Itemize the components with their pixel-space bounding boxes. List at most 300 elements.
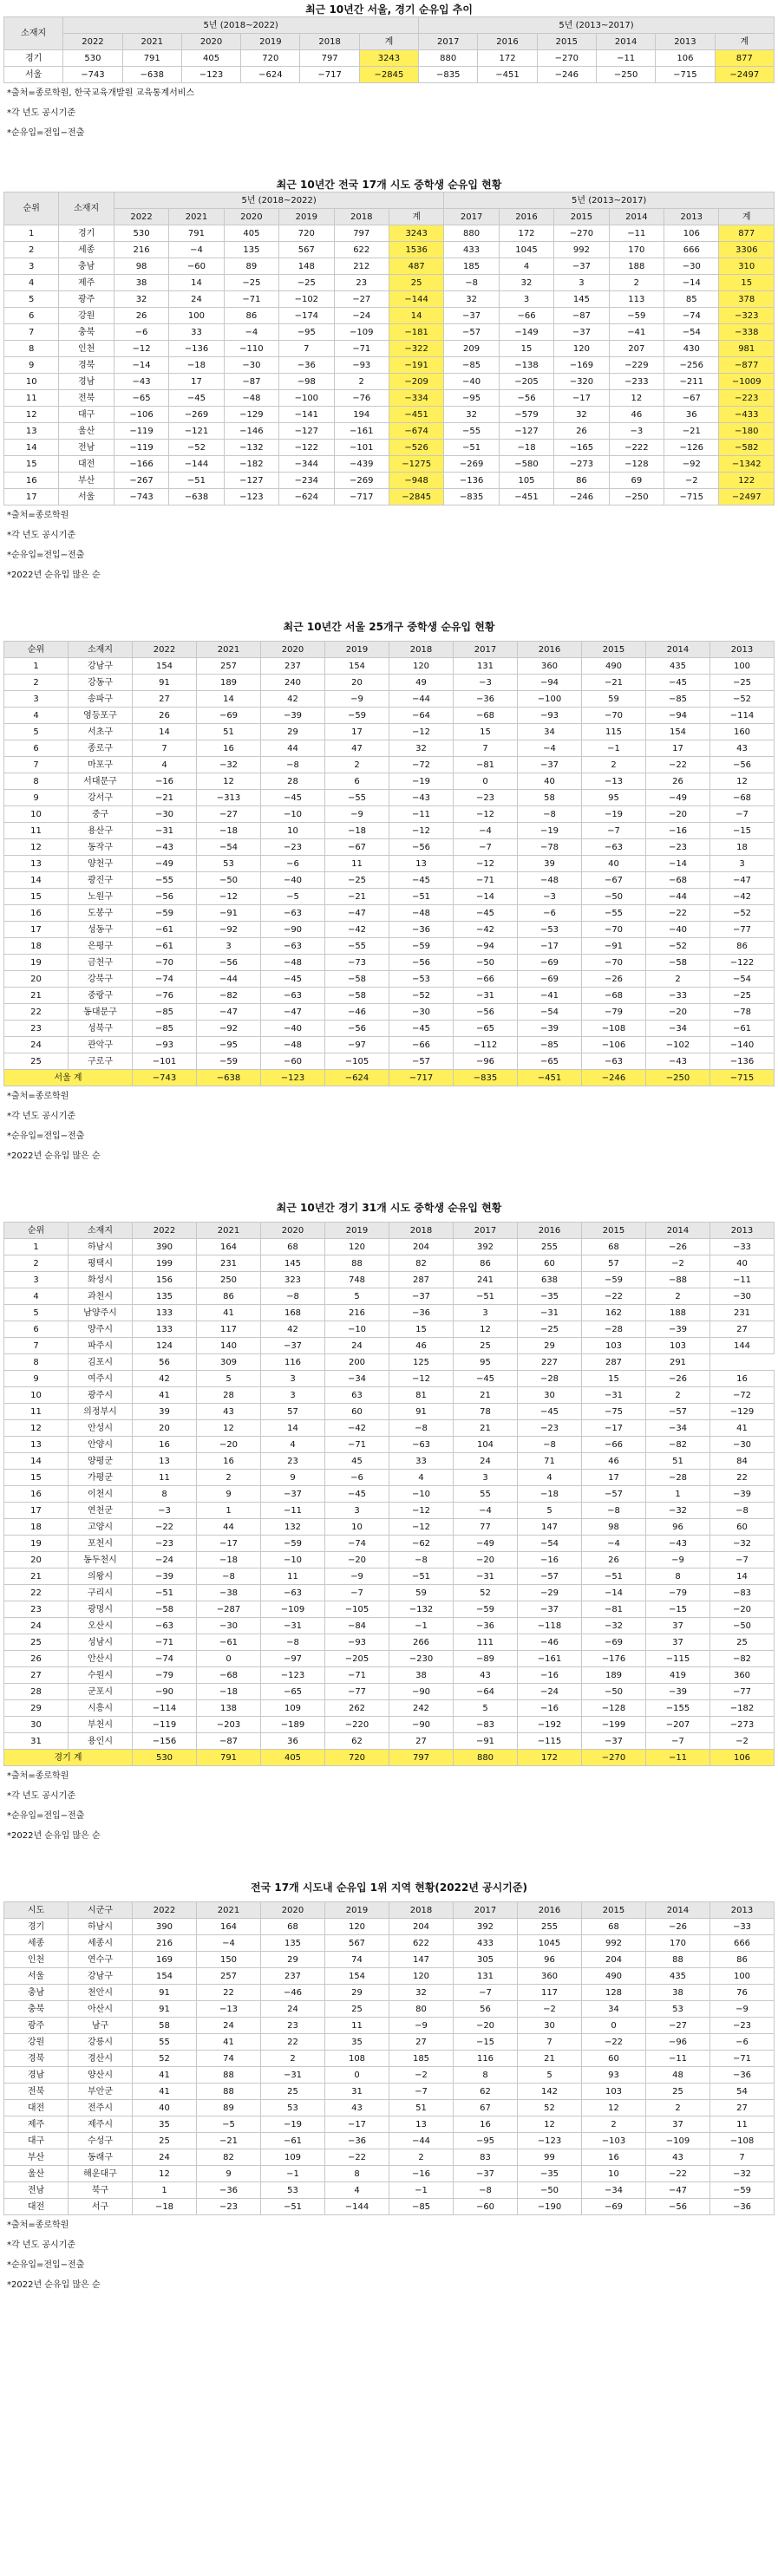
table-cell: 133 <box>133 1305 197 1321</box>
table-row <box>4 423 775 440</box>
note-line: *순유입=전입−전출 <box>7 128 85 138</box>
header-cell: 순위 <box>4 642 69 658</box>
table-cell: 116 <box>454 2051 518 2067</box>
table-cell: −43 <box>646 1053 710 1070</box>
table-cell: −26 <box>582 971 646 988</box>
header-cell: 2014 <box>646 1223 710 1239</box>
table-cell: −66 <box>499 308 553 324</box>
table-cell: 16 <box>582 2149 646 2166</box>
table-cell: 240 <box>261 675 325 691</box>
header-cell: 2022 <box>63 34 122 50</box>
table-cell: −115 <box>646 1651 710 1667</box>
table-cell: −55 <box>582 905 646 922</box>
table-cell: −95 <box>454 2133 518 2149</box>
table-cell: 12 <box>133 2166 197 2182</box>
table-cell: −45 <box>169 390 224 407</box>
table-cell: −20 <box>454 2018 518 2034</box>
table-cell: 405 <box>181 50 240 67</box>
table-cell: −229 <box>609 357 664 374</box>
table-cell: −2845 <box>389 489 443 505</box>
table-cell: 323 <box>261 1272 325 1288</box>
table-row <box>4 1420 775 1437</box>
table-cell: −44 <box>389 2133 454 2149</box>
table-cell: −77 <box>325 1684 389 1700</box>
total-cell: −11 <box>646 1750 710 1766</box>
table-cell: 21 <box>518 2051 582 2067</box>
table-cell: −433 <box>719 407 775 423</box>
table-cell: −79 <box>133 1667 197 1684</box>
table-cell: 28 <box>197 1387 261 1404</box>
table-cell: −45 <box>389 1021 454 1037</box>
table-cell: 경기 <box>59 225 114 242</box>
table-cell: −30 <box>710 1437 775 1453</box>
table-cell: 390 <box>133 1919 197 1935</box>
table-cell: 145 <box>554 291 609 308</box>
table-cell: −2 <box>389 2067 454 2084</box>
table-cell: −230 <box>389 1651 454 1667</box>
table-cell: −58 <box>646 955 710 971</box>
table-cell: 강원 <box>59 308 114 324</box>
table-cell: 62 <box>454 2084 518 2100</box>
table-cell: 12 <box>454 1321 518 1338</box>
table-cell: −74 <box>325 1536 389 1552</box>
table-cell: −11 <box>646 2051 710 2067</box>
table-cell: 26 <box>646 773 710 790</box>
table-cell: 광주시 <box>69 1387 133 1404</box>
total-cell: 797 <box>389 1750 454 1766</box>
table-cell: −15 <box>454 2034 518 2051</box>
table-cell: 고양시 <box>69 1519 133 1536</box>
table-cell: 24 <box>261 2001 325 2018</box>
table-cell: −47 <box>261 1004 325 1021</box>
table-cell: 305 <box>454 1952 518 1968</box>
total-cell: −250 <box>646 1070 710 1086</box>
table-cell: 435 <box>646 1968 710 1985</box>
table-cell: −60 <box>261 1053 325 1070</box>
table-row <box>4 839 775 856</box>
table-cell: −82 <box>197 988 261 1004</box>
table-cell: −75 <box>582 1404 646 1420</box>
table-cell: −156 <box>133 1733 197 1750</box>
table-cell: 172 <box>478 50 537 67</box>
table-cell: 대구 <box>59 407 114 423</box>
table-cell: −136 <box>710 1053 775 1070</box>
header-cell: 2020 <box>181 34 240 50</box>
table-cell: −50 <box>197 872 261 889</box>
table-cell: 12 <box>197 1420 261 1437</box>
note-line: *출처=종로학원 <box>7 1092 69 1101</box>
table-cell: 3 <box>325 1503 389 1519</box>
table-cell: 7 <box>518 2034 582 2051</box>
table-cell: 877 <box>715 50 774 67</box>
table-cell: −743 <box>63 67 122 83</box>
table-cell: 111 <box>454 1634 518 1651</box>
table-cell: −20 <box>646 1004 710 1021</box>
table-cell: −70 <box>582 955 646 971</box>
table-cell: 26 <box>114 308 168 324</box>
table-cell: 18 <box>710 839 775 856</box>
table-cell: −46 <box>325 1004 389 1021</box>
table-cell: 103 <box>582 2084 646 2100</box>
table-cell: 시흥시 <box>69 1700 133 1717</box>
section-gyeonggi-31-table <box>0 1201 778 1842</box>
table-cell: −582 <box>719 440 775 456</box>
table-cell: 수성구 <box>69 2133 133 2149</box>
table-row <box>4 1585 775 1601</box>
table-cell: −638 <box>169 489 224 505</box>
table-cell: 8 <box>133 1486 197 1503</box>
table-cell: −63 <box>261 938 325 955</box>
table-cell: −67 <box>582 872 646 889</box>
table-cell: −140 <box>710 1037 775 1053</box>
table-cell: −223 <box>719 390 775 407</box>
table-cell: −76 <box>334 390 389 407</box>
table-cell: 86 <box>554 473 609 489</box>
total-cell: −270 <box>582 1750 646 1766</box>
table-row <box>4 1239 775 1255</box>
table-cell: 인천 <box>4 1952 69 1968</box>
table-cell: 동래구 <box>69 2149 133 2166</box>
table-cell: −203 <box>197 1717 261 1733</box>
table-cell: −2 <box>646 1255 710 1272</box>
table-cell: 32 <box>114 291 168 308</box>
table-cell: 100 <box>710 1968 775 1985</box>
table-cell: −81 <box>582 1601 646 1618</box>
table-cell: −14 <box>582 1585 646 1601</box>
table-cell: 성남시 <box>69 1634 133 1651</box>
table-cell: 13 <box>4 1437 69 1453</box>
table-row <box>4 1684 775 1700</box>
total-cell: 405 <box>261 1750 325 1766</box>
table-row <box>4 773 775 790</box>
table-cell: 36 <box>261 1733 325 1750</box>
table-cell: −74 <box>133 1651 197 1667</box>
header-cell: 2018 <box>389 642 454 658</box>
table-cell: −20 <box>454 1552 518 1568</box>
table-cell: −948 <box>389 473 443 489</box>
table-cell: 45 <box>325 1453 389 1470</box>
table-cell: −21 <box>582 675 646 691</box>
table-cell: −42 <box>325 1420 389 1437</box>
table-row <box>4 2034 775 2051</box>
table-cell: −182 <box>710 1700 775 1717</box>
table-cell: −36 <box>389 1305 454 1321</box>
total-cell: 880 <box>454 1750 518 1766</box>
table-cell: 106 <box>664 225 719 242</box>
table-cell: −118 <box>518 1618 582 1634</box>
table-cell: −53 <box>518 922 582 938</box>
table-cell: 38 <box>646 1985 710 2001</box>
table-cell: 10 <box>4 806 69 823</box>
table-cell: 15 <box>454 724 518 740</box>
header-cell: 2014 <box>609 209 664 225</box>
table-cell: 2 <box>389 2149 454 2166</box>
table-cell: 8 <box>4 1354 69 1371</box>
note-line: *순유입=전입−전출 <box>7 2260 85 2270</box>
table-cell: −250 <box>609 489 664 505</box>
table-cell: 광진구 <box>69 872 133 889</box>
table-cell: −69 <box>518 971 582 988</box>
table-cell: −90 <box>261 922 325 938</box>
table-cell: 255 <box>518 1919 582 1935</box>
table-cell: 20 <box>4 971 69 988</box>
table-cell: 관악구 <box>69 1037 133 1053</box>
table-cell: 170 <box>609 242 664 258</box>
table-cell: −9 <box>325 691 389 708</box>
table-cell: 100 <box>169 308 224 324</box>
header-cell: 2013 <box>710 1223 775 1239</box>
table-cell: 52 <box>133 2051 197 2067</box>
table-cell: 108 <box>325 2051 389 2067</box>
table-cell: 30 <box>518 1387 582 1404</box>
table-cell: 17 <box>646 740 710 757</box>
table-cell: −127 <box>224 473 278 489</box>
table-cell: 216 <box>114 242 168 258</box>
table-row <box>4 823 775 839</box>
table-cell: −66 <box>454 971 518 988</box>
table-cell: 5 <box>325 1288 389 1305</box>
table-cell: 797 <box>300 50 359 67</box>
table-cell: 86 <box>710 1952 775 1968</box>
header-cell: 시도 <box>4 1902 69 1919</box>
table-cell: −93 <box>133 1037 197 1053</box>
table-cell: 21 <box>4 988 69 1004</box>
table-cell: −68 <box>197 1667 261 1684</box>
table-cell: −12 <box>389 1519 454 1536</box>
table-cell: 3 <box>261 1387 325 1404</box>
header-cell: 2019 <box>325 1902 389 1919</box>
table-cell: −65 <box>114 390 168 407</box>
table-cell: −11 <box>609 225 664 242</box>
table-cell: 55 <box>133 2034 197 2051</box>
table-cell: −21 <box>664 423 719 440</box>
table-cell: −8 <box>261 1634 325 1651</box>
table-cell: 83 <box>454 2149 518 2166</box>
note-line: *출처=종로학원 <box>7 1771 69 1781</box>
table-cell: −11 <box>710 1272 775 1288</box>
header-cell: 2016 <box>518 642 582 658</box>
table-cell: 강남구 <box>69 658 133 675</box>
table-cell: 32 <box>389 1985 454 2001</box>
table-cell: 30 <box>518 2018 582 2034</box>
table-cell: −48 <box>224 390 278 407</box>
table-cell: 57 <box>261 1404 325 1420</box>
table-cell: 14 <box>4 440 59 456</box>
table-cell: 1 <box>4 225 59 242</box>
table-row <box>4 1437 775 1453</box>
table-cell: 68 <box>261 1919 325 1935</box>
seoul-gu-table <box>3 641 775 1086</box>
table-cell: −93 <box>518 708 582 724</box>
table-cell: 15 <box>499 341 553 357</box>
table-cell: −31 <box>261 1618 325 1634</box>
header-cell: 2019 <box>325 642 389 658</box>
table-cell: −6 <box>114 324 168 341</box>
table-cell: −136 <box>169 341 224 357</box>
table-cell: −29 <box>518 1585 582 1601</box>
table-cell: 5 <box>197 1371 261 1387</box>
table-cell: 120 <box>389 1968 454 1985</box>
table-cell: 34 <box>582 2001 646 2018</box>
table-cell: 992 <box>554 242 609 258</box>
table-row <box>4 691 775 708</box>
table-cell: 530 <box>63 50 122 67</box>
table-cell: −51 <box>169 473 224 489</box>
table-row <box>4 242 775 258</box>
table-cell: −47 <box>710 872 775 889</box>
table-cell: 39 <box>518 856 582 872</box>
table-cell: −39 <box>646 1321 710 1338</box>
table-cell: 60 <box>518 1255 582 1272</box>
table-cell: −63 <box>389 1437 454 1453</box>
table-cell: −58 <box>325 988 389 1004</box>
table-cell: 227 <box>518 1354 582 1371</box>
table-cell: −71 <box>133 1634 197 1651</box>
table-cell: 21 <box>454 1387 518 1404</box>
table-cell: −44 <box>197 971 261 988</box>
table-cell: 4 <box>499 258 553 275</box>
table-cell: −165 <box>554 440 609 456</box>
table-cell: 전남 <box>59 440 114 456</box>
total-label: 서울 계 <box>4 1070 133 1086</box>
table-cell: −37 <box>261 1338 325 1354</box>
table-cell: 북구 <box>69 2182 133 2199</box>
table-cell: 147 <box>389 1952 454 1968</box>
table-cell: 군포시 <box>69 1684 133 1700</box>
table-cell: 영등포구 <box>69 708 133 724</box>
table-cell: −743 <box>114 489 168 505</box>
table-cell: −35 <box>518 2166 582 2182</box>
table-cell: −34 <box>646 1021 710 1037</box>
table-cell: −70 <box>582 922 646 938</box>
header-cell: 2021 <box>122 34 181 50</box>
table-cell: 49 <box>389 675 454 691</box>
header-cell: 계 <box>359 34 418 50</box>
table-cell: −45 <box>646 675 710 691</box>
table-cell: −6 <box>710 2034 775 2051</box>
table-cell: −35 <box>518 1288 582 1305</box>
table-cell: −91 <box>454 1733 518 1750</box>
table-cell: 419 <box>646 1667 710 1684</box>
note-line: *2022년 순유입 많은 순 <box>7 1151 101 1161</box>
table-cell: 43 <box>325 2100 389 2116</box>
table-cell: −21 <box>133 790 197 806</box>
table-cell: 14 <box>4 872 69 889</box>
table-cell: −18 <box>518 1486 582 1503</box>
total-cell: −451 <box>518 1070 582 1086</box>
table-cell: −25 <box>710 675 775 691</box>
table-cell: −166 <box>114 456 168 473</box>
table-cell: 52 <box>518 2100 582 2116</box>
table-cell: 38 <box>389 1667 454 1684</box>
table-cell: −89 <box>454 1651 518 1667</box>
table-cell: −45 <box>389 872 454 889</box>
table-cell: 5 <box>518 1503 582 1519</box>
table-cell: −85 <box>444 357 499 374</box>
table-cell: 의왕시 <box>69 1568 133 1585</box>
table-cell: −176 <box>582 1651 646 1667</box>
table-cell: −269 <box>334 473 389 489</box>
table-row <box>4 67 775 83</box>
table-cell: −52 <box>646 938 710 955</box>
table-cell: −40 <box>646 922 710 938</box>
table-cell: −23 <box>646 839 710 856</box>
header-cell: 2020 <box>224 209 278 225</box>
table-cell: 경북 <box>4 2051 69 2067</box>
table-row <box>4 1387 775 1404</box>
table-cell: −106 <box>582 1037 646 1053</box>
header-row-years <box>4 209 775 225</box>
table-cell: −127 <box>499 423 553 440</box>
table-cell: −71 <box>325 1437 389 1453</box>
table-cell: −56 <box>325 1021 389 1037</box>
table-cell: 가평군 <box>69 1470 133 1486</box>
table-cell: −27 <box>197 806 261 823</box>
total-cell: −246 <box>582 1070 646 1086</box>
table-cell: 77 <box>454 1519 518 1536</box>
table-cell: 3 <box>4 691 69 708</box>
table-row <box>4 1486 775 1503</box>
table-cell: −8 <box>389 1420 454 1437</box>
table-cell: −12 <box>389 1503 454 1519</box>
table-cell: 188 <box>646 1305 710 1321</box>
table-cell: 35 <box>325 2034 389 2051</box>
table-cell: −119 <box>114 423 168 440</box>
table-cell: 4 <box>518 1470 582 1486</box>
table-row <box>4 1354 775 1371</box>
table-cell: −2497 <box>719 489 775 505</box>
total-cell: 530 <box>133 1750 197 1766</box>
table-cell: 경기 <box>4 50 63 67</box>
table-cell: −23 <box>133 1536 197 1552</box>
table-row <box>4 357 775 374</box>
table-cell: 32 <box>444 291 499 308</box>
table-cell: −48 <box>261 1037 325 1053</box>
table-cell: −39 <box>710 1486 775 1503</box>
table-cell: −98 <box>279 374 334 390</box>
table-cell: −30 <box>133 806 197 823</box>
header-cell: 2020 <box>261 1902 325 1919</box>
table-cell: 전북 <box>4 2084 69 2100</box>
table-cell: 154 <box>133 1968 197 1985</box>
table-cell: 26 <box>133 708 197 724</box>
table-row <box>4 955 775 971</box>
table-cell: −51 <box>261 2199 325 2215</box>
table-cell: −69 <box>582 1634 646 1651</box>
table-cell: −132 <box>389 1601 454 1618</box>
header-cell: 2013 <box>710 642 775 658</box>
table-cell: −127 <box>279 423 334 440</box>
total-cell: −835 <box>454 1070 518 1086</box>
table-cell: −1342 <box>719 456 775 473</box>
table-row <box>4 1985 775 2001</box>
table-cell: 연천군 <box>69 1503 133 1519</box>
table-cell: −85 <box>389 2199 454 2215</box>
table-cell: −106 <box>114 407 168 423</box>
table-cell: −59 <box>325 708 389 724</box>
table-cell: −207 <box>646 1717 710 1733</box>
table-cell: 89 <box>197 2100 261 2116</box>
table-cell: −61 <box>133 938 197 955</box>
note-line: *출처=종로학원, 한국교육개발원 교육통계서비스 <box>7 88 195 98</box>
table-cell: −52 <box>710 691 775 708</box>
table-cell: −15 <box>646 1601 710 1618</box>
table-cell: −624 <box>279 489 334 505</box>
table-cell: 전주시 <box>69 2100 133 2116</box>
table-row <box>4 1552 775 1568</box>
table-cell: −56 <box>646 2199 710 2215</box>
table-row <box>4 1700 775 1717</box>
